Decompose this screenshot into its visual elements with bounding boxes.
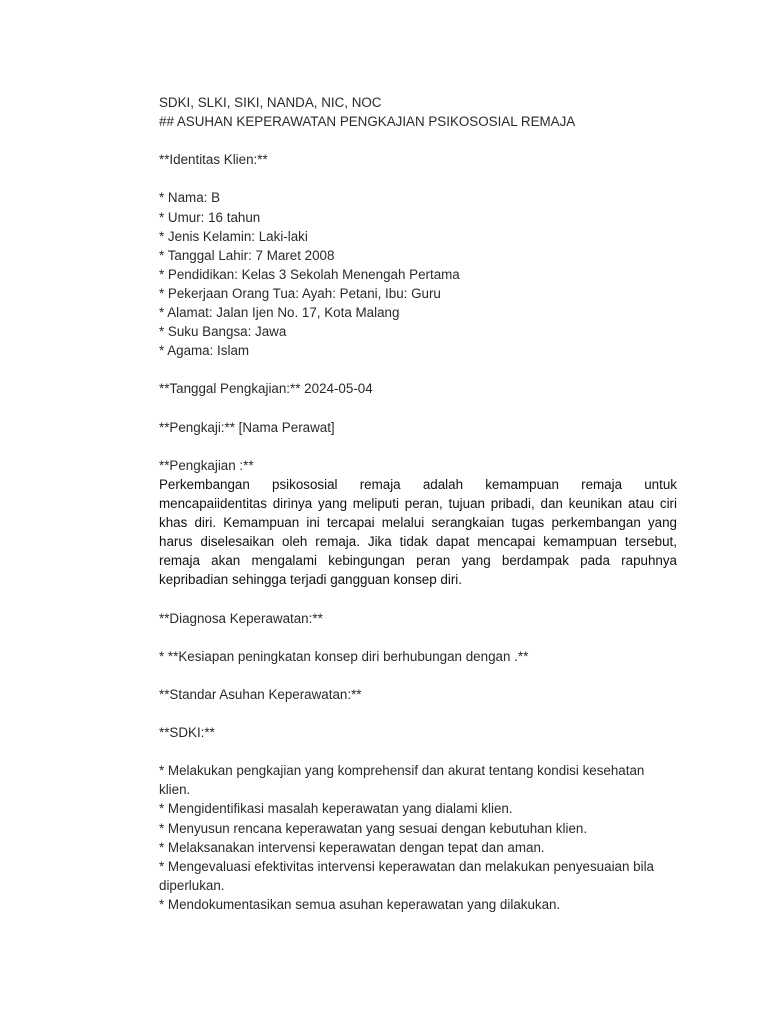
sdki-heading: **SDKI:** <box>159 725 215 741</box>
pengkaji: **Pengkaji:** [Nama Perawat] <box>159 419 335 435</box>
diagnosa-item: * **Kesiapan peningkatan konsep diri berhubungan dengan .** <box>159 648 529 664</box>
identitas-item-jenis-kelamin: * Jenis Kelamin: Laki-laki <box>159 228 308 244</box>
identitas-item-suku-bangsa: * Suku Bangsa: Jawa <box>159 324 287 340</box>
blank-line <box>159 666 677 685</box>
sdki-item: * Menyusun rencana keperawatan yang sesuai dengan kebutuhan klien. <box>159 820 588 836</box>
identitas-heading: **Identitas Klien:** <box>159 152 268 168</box>
diagnosa-heading: **Diagnosa Keperawatan:** <box>159 610 323 626</box>
blank-line <box>159 169 677 188</box>
identitas-item-umur: * Umur: 16 tahun <box>159 209 261 225</box>
sdki-item: * Melakukan pengkajian yang komprehensif dan akurat tentang kondisi kesehatan klien. <box>159 763 645 798</box>
blank-line <box>159 437 677 456</box>
pengkajian-paragraph: Perkembangan psikososial remaja adalah kemampuan remaja untuk mencapaiidentitas dirinya yang meliputi peran, tujuan pribadi, dan keunikan atau ciri khas diri. Kemampuan ini tercapai melalui serangkaian tugas perkembangan yang harus diselesaikan oleh remaja. Jika tidak dapat mencapai kemampuan tersebut, remaja akan mengalami kebingungan peran yang berdampak pada rapuhnya kepribadian sehingga terjadi gangguan konsep diri. <box>159 476 677 588</box>
blank-line <box>159 628 677 647</box>
sdki-item: * Mendokumentasikan semua asuhan keperawatan yang dilakukan. <box>159 896 561 912</box>
document-header-line: SDKI, SLKI, SIKI, NANDA, NIC, NOC <box>159 95 382 110</box>
sdki-item: * Melaksanakan intervensi keperawatan dengan tepat dan aman. <box>159 839 545 855</box>
blank-line <box>159 589 677 608</box>
identitas-item-agama: * Agama: Islam <box>159 343 250 359</box>
pengkajian-heading: **Pengkajian :** <box>159 457 254 473</box>
sdki-item: * Mengevaluasi efektivitas intervensi keperawatan dan melakukan penyesuaian bila diperlukan. <box>159 858 655 893</box>
identitas-item-alamat: * Alamat: Jalan Ijen No. 17, Kota Malang <box>159 305 400 321</box>
blank-line <box>159 742 677 761</box>
blank-line <box>159 131 677 150</box>
blank-line <box>159 399 677 418</box>
standar-heading: **Standar Asuhan Keperawatan:** <box>159 686 362 702</box>
identitas-item-nama: * Nama: B <box>159 190 221 206</box>
identitas-item-pekerjaan-orang-tua: * Pekerjaan Orang Tua: Ayah: Petani, Ibu: Guru <box>159 285 441 301</box>
sdki-item: * Mengidentifikasi masalah keperawatan yang dialami klien. <box>159 801 513 817</box>
blank-line <box>159 704 677 723</box>
tanggal-pengkajian: **Tanggal Pengkajian:** 2024-05-04 <box>159 381 373 397</box>
document-title: ## ASUHAN KEPERAWATAN PENGKAJIAN PSIKOSOSIAL REMAJA <box>159 114 576 130</box>
blank-line <box>159 360 677 379</box>
document-page <box>159 93 677 914</box>
identitas-item-pendidikan: * Pendidikan: Kelas 3 Sekolah Menengah Pertama <box>159 266 460 282</box>
identitas-item-tanggal-lahir: * Tanggal Lahir: 7 Maret 2008 <box>159 247 335 263</box>
